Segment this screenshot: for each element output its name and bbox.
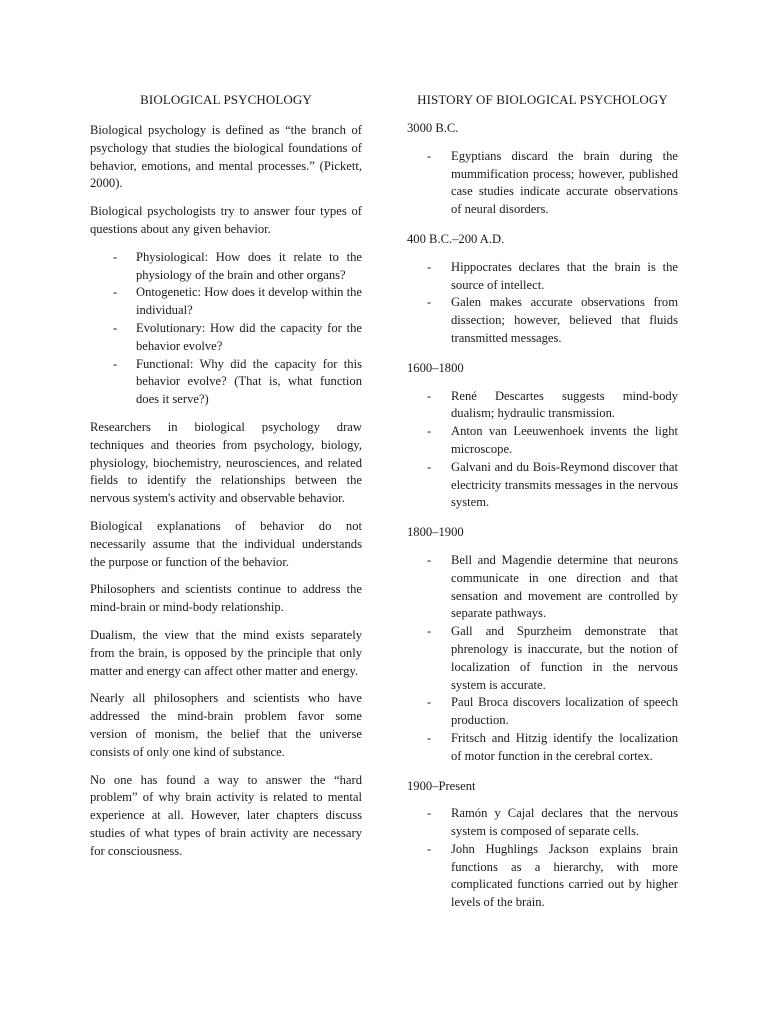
list-item [407, 388, 678, 424]
dash-bullet: - [113, 356, 118, 371]
dash-bullet: - [427, 806, 432, 821]
list-item-text: Galen makes accurate observations from dissection; however, believed that fluids transmitted messages. [451, 295, 678, 345]
list-item [407, 294, 678, 347]
list-item [407, 423, 678, 459]
period-list [407, 259, 678, 348]
period-list [407, 805, 678, 912]
dash-bullet: - [427, 552, 432, 567]
dash-bullet: - [427, 459, 432, 474]
list-item-text: Ramón y Cajal declares that the nervous system is composed of separate cells. [451, 806, 678, 839]
list-item [90, 249, 362, 285]
period-label: 1600–1800 [407, 360, 464, 375]
left-title: BIOLOGICAL PSYCHOLOGY [140, 92, 312, 107]
list-item-text: René Descartes suggests mind-body dualism; hydraulic transmission. [451, 388, 678, 421]
dash-bullet: - [427, 388, 432, 403]
period-label: 3000 B.C. [407, 121, 459, 135]
list-item [407, 148, 678, 219]
right-column [407, 92, 678, 924]
dash-bullet: - [427, 841, 432, 856]
dash-bullet: - [427, 295, 432, 310]
dualism-paragraph: Dualism, the view that the mind exists separately from the brain, is opposed by the principle that only matter and energy can affect other matter and energy. [90, 627, 362, 678]
dash-bullet: - [113, 249, 118, 264]
list-item-text: Anton van Leeuwenhoek invents the light microscope. [451, 424, 678, 456]
list-item [407, 694, 678, 730]
list-item [407, 805, 678, 841]
list-item [407, 730, 678, 766]
list-item-text: Fritsch and Hitzig identify the localization of motor function in the cerebral cortex. [451, 730, 678, 763]
list-item [407, 259, 678, 295]
dash-bullet: - [113, 320, 118, 335]
list-item [407, 841, 678, 912]
list-item [90, 284, 362, 320]
list-item-text: Ontogenetic: How does it develop within the individual? [136, 285, 362, 318]
list-item [407, 459, 678, 512]
hard-problem-paragraph: No one has found a way to answer the “hard problem” of why brain activity is related to mental experience at all. However, later chapters discuss studies of what types of brain activity are necessary for consciousness. [90, 772, 362, 858]
dash-bullet: - [113, 285, 118, 300]
period-list [407, 388, 678, 513]
list-item-text: Galvani and du Bois-Reymond discover that electricity transmits messages in the nervous system. [451, 459, 678, 510]
list-item-text: Paul Broca discovers localization of speech production. [451, 695, 678, 728]
monism-paragraph: Nearly all philosophers and scientists who have addressed the mind-brain problem favor some version of monism, the belief that the universe consists of only one kind of substance. [90, 691, 362, 759]
period-list [407, 552, 678, 766]
list-item [90, 356, 362, 409]
philosophers-paragraph: Philosophers and scientists continue to address the mind-brain or mind-body relationship. [90, 582, 362, 615]
list-item-text: John Hughlings Jackson explains brain functions as a hierarchy, with more complicated functions carried out by higher levels of the brain. [451, 841, 678, 910]
period-list [407, 148, 678, 219]
researchers-paragraph: Researchers in biological psychology draw techniques and theories from psychology, biology, physiology, biochemistry, neurosciences, and related fields to identify the relationships between the nervous system's activity and observable behavior. [90, 419, 362, 506]
list-item [407, 552, 678, 623]
dash-bullet: - [427, 695, 432, 710]
list-item-text: Gall and Spurzheim demonstrate that phrenology is inaccurate, but the notion of localization of function in the nervous system is accurate. [451, 624, 678, 692]
dash-bullet: - [427, 624, 432, 639]
list-item [90, 320, 362, 356]
list-item-text: Evolutionary: How did the capacity for the behavior evolve? [136, 320, 362, 353]
list-item-text: Physiological: How does it relate to the physiology of the brain and other organs? [136, 249, 362, 282]
definition-paragraph: Biological psychology is defined as “the branch of psychology that studies the biological foundations of behavior, emotions, and mental processes.” (Pickett, 2000). [90, 123, 362, 191]
left-column [90, 92, 362, 870]
dash-bullet: - [427, 424, 432, 439]
period-label: 1800–1900 [407, 525, 464, 540]
right-title: HISTORY OF BIOLOGICAL PSYCHOLOGY [417, 92, 668, 107]
list-item-text: Bell and Magendie determine that neurons communicate in one direction and that sensation and movement are controlled by separate pathways. [451, 552, 678, 621]
question-types-list [90, 249, 362, 409]
list-item-text: Hippocrates declares that the brain is the source of intellect. [451, 259, 678, 292]
dash-bullet: - [427, 259, 432, 274]
period-label: 400 B.C.–200 A.D. [407, 231, 505, 246]
dash-bullet: - [427, 730, 432, 745]
list-item-text: Egyptians discard the brain during the mummification process; however, published case studies indicate accurate observations of neural disorders. [451, 148, 678, 217]
dash-bullet: - [427, 148, 432, 163]
list-item-text: Functional: Why did the capacity for this behavior evolve? (That is, what function does it serve?) [136, 356, 362, 407]
explanations-paragraph: Biological explanations of behavior do not necessarily assume that the individual understands the purpose or function of the behavior. [90, 518, 362, 569]
questions-intro-paragraph: Biological psychologists try to answer four types of questions about any given behavior. [90, 204, 362, 236]
period-label: 1900–Present [407, 778, 476, 793]
list-item [407, 623, 678, 694]
